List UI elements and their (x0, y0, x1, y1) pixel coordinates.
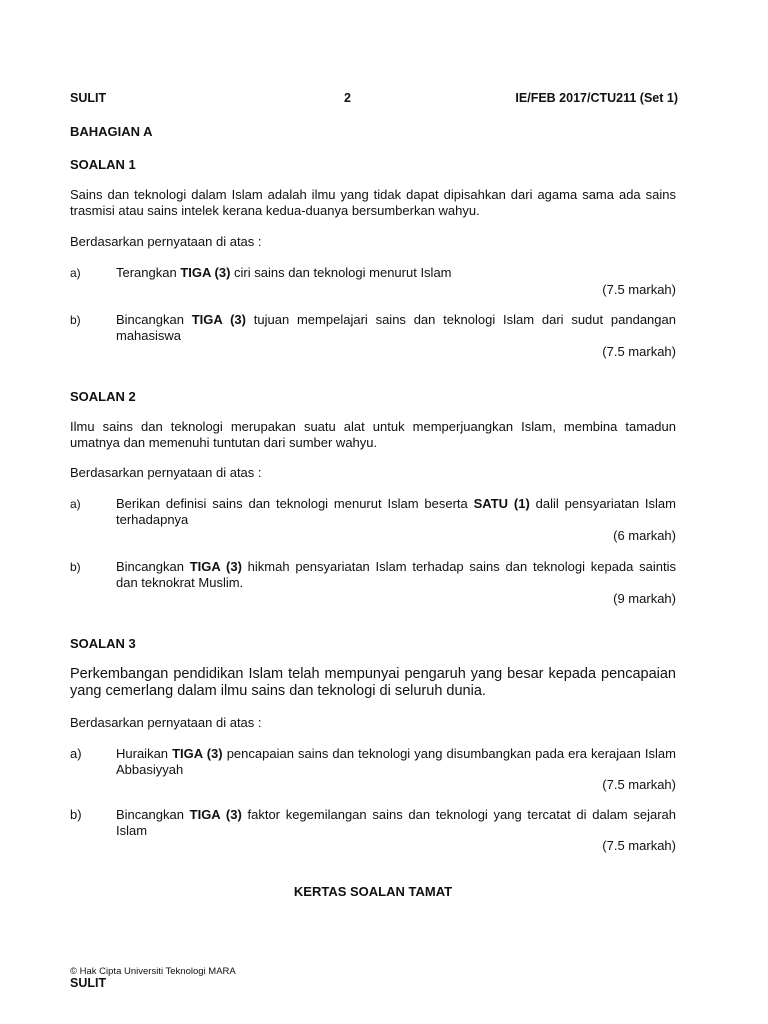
question-1b-marks: (7.5 markah) (602, 344, 676, 359)
question-1-prompt: Berdasarkan pernyataan di atas : (70, 234, 262, 249)
question-3b-marks: (7.5 markah) (602, 838, 676, 853)
question-2-statement: Ilmu sains dan teknologi merupakan suatu alat untuk memperjuangkan Islam, membina tamadun umatnya dan memenuhi tuntutan dari sumber wahyu. (70, 419, 676, 450)
question-3b-text: Bincangkan TIGA (3) faktor kegemilangan sains dan teknologi yang tercatat di dalam sejarah Islam (116, 807, 676, 838)
question-1a-marks: (7.5 markah) (602, 282, 676, 297)
question-3a-label: a) (70, 746, 82, 761)
question-3a-text: Huraikan TIGA (3) pencapaian sains dan teknologi yang disumbangkan pada era kerajaan Islam Abbasiyyah (116, 746, 676, 777)
paper-code: IE/FEB 2017/CTU211 (Set 1) (515, 91, 678, 105)
question-3-statement: Perkembangan pendidikan Islam telah mempunyai pengaruh yang besar kepada pencapaian yang cemerlang dalam ilmu sains dan teknologi di seluruh dunia. (70, 666, 676, 699)
question-2-prompt: Berdasarkan pernyataan di atas : (70, 465, 262, 480)
question-2b-label: b) (70, 560, 81, 574)
question-1a-label: a) (70, 266, 81, 280)
section-title: BAHAGIAN A (70, 124, 153, 139)
question-2-title: SOALAN 2 (70, 389, 136, 404)
question-3-prompt: Berdasarkan pernyataan di atas : (70, 715, 262, 730)
question-1b-label: b) (70, 313, 81, 327)
copyright-notice: © Hak Cipta Universiti Teknologi MARA (70, 966, 236, 977)
header-classification: SULIT (70, 91, 107, 105)
question-1-title: SOALAN 1 (70, 157, 136, 172)
question-1-statement: Sains dan teknologi dalam Islam adalah ilmu yang tidak dapat dipisahkan dari agama sama ada sains trasmisi atau sains intelek kerana kedua-duanya bersumberkan wahyu. (70, 187, 676, 218)
question-2b-text: Bincangkan TIGA (3) hikmah pensyariatan Islam terhadap sains dan teknologi kepada saintis dan teknokrat Muslim. (116, 559, 676, 590)
question-3a-marks: (7.5 markah) (602, 777, 676, 792)
question-3b-label: b) (70, 807, 82, 822)
end-of-paper: KERTAS SOALAN TAMAT (293, 884, 453, 899)
question-3-title: SOALAN 3 (70, 636, 136, 651)
question-2a-label: a) (70, 497, 81, 511)
footer-classification: SULIT (70, 976, 107, 990)
page-number: 2 (344, 91, 351, 105)
question-2b-marks: (9 markah) (613, 591, 676, 606)
question-2a-marks: (6 markah) (613, 528, 676, 543)
question-2a-text: Berikan definisi sains dan teknologi menurut Islam beserta SATU (1) dalil pensyariatan Islam terhadapnya (116, 496, 676, 527)
question-1a-text: Terangkan TIGA (3) ciri sains dan teknologi menurut Islam (116, 265, 452, 280)
question-1b-text: Bincangkan TIGA (3) tujuan mempelajari sains dan teknologi Islam dari sudut pandangan mahasiswa (116, 312, 676, 343)
